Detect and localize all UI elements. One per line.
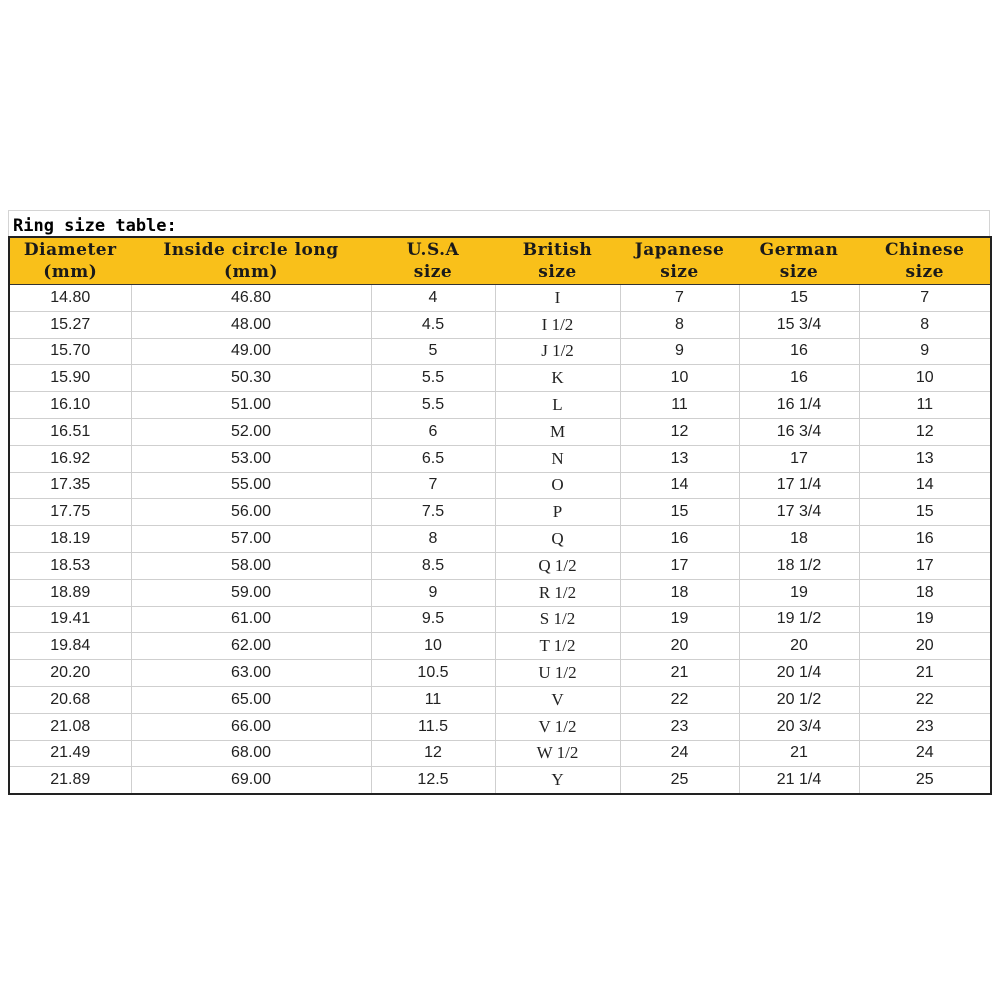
- table-row: [9, 552, 991, 579]
- cell-inside-circle: 51.00: [131, 392, 371, 419]
- cell-japanese-size: 25: [620, 767, 739, 794]
- table-row: [9, 311, 991, 338]
- cell-usa-size: 7: [371, 472, 495, 499]
- cell-inside-circle: 49.00: [131, 338, 371, 365]
- cell-diameter: 14.80: [9, 285, 131, 312]
- cell-british-size: V: [495, 686, 620, 713]
- cell-japanese-size: 23: [620, 713, 739, 740]
- cell-japanese-size: 20: [620, 633, 739, 660]
- cell-chinese-size: 24: [859, 740, 991, 767]
- header-usa-size: U.S.A size: [371, 237, 495, 285]
- cell-japanese-size: 12: [620, 418, 739, 445]
- table-row: [9, 392, 991, 419]
- table-row: [9, 338, 991, 365]
- ring-size-sheet: [8, 210, 990, 795]
- table-row: [9, 660, 991, 687]
- cell-chinese-size: 17: [859, 552, 991, 579]
- cell-japanese-size: 10: [620, 365, 739, 392]
- cell-inside-circle: 62.00: [131, 633, 371, 660]
- cell-british-size: L: [495, 392, 620, 419]
- cell-usa-size: 6: [371, 418, 495, 445]
- cell-chinese-size: 10: [859, 365, 991, 392]
- cell-chinese-size: 13: [859, 445, 991, 472]
- cell-usa-size: 8.5: [371, 552, 495, 579]
- cell-chinese-size: 19: [859, 606, 991, 633]
- cell-chinese-size: 22: [859, 686, 991, 713]
- cell-british-size: U 1/2: [495, 660, 620, 687]
- cell-british-size: K: [495, 365, 620, 392]
- cell-japanese-size: 17: [620, 552, 739, 579]
- cell-inside-circle: 50.30: [131, 365, 371, 392]
- cell-british-size: T 1/2: [495, 633, 620, 660]
- cell-inside-circle: 61.00: [131, 606, 371, 633]
- cell-japanese-size: 7: [620, 285, 739, 312]
- cell-chinese-size: 12: [859, 418, 991, 445]
- cell-usa-size: 9: [371, 579, 495, 606]
- cell-german-size: 19 1/2: [739, 606, 859, 633]
- cell-diameter: 19.84: [9, 633, 131, 660]
- cell-inside-circle: 69.00: [131, 767, 371, 794]
- table-row: [9, 740, 991, 767]
- table-row: [9, 445, 991, 472]
- cell-usa-size: 11: [371, 686, 495, 713]
- cell-british-size: R 1/2: [495, 579, 620, 606]
- cell-german-size: 20 1/4: [739, 660, 859, 687]
- table-row: [9, 418, 991, 445]
- cell-diameter: 15.90: [9, 365, 131, 392]
- cell-diameter: 16.51: [9, 418, 131, 445]
- cell-german-size: 20: [739, 633, 859, 660]
- table-caption: Ring size table:: [13, 216, 177, 236]
- cell-chinese-size: 16: [859, 526, 991, 553]
- cell-inside-circle: 57.00: [131, 526, 371, 553]
- cell-british-size: Q: [495, 526, 620, 553]
- cell-german-size: 16 1/4: [739, 392, 859, 419]
- header-british-size: British size: [495, 237, 620, 285]
- cell-usa-size: 11.5: [371, 713, 495, 740]
- table-row: [9, 526, 991, 553]
- table-row: [9, 633, 991, 660]
- cell-british-size: I 1/2: [495, 311, 620, 338]
- table-row: [9, 767, 991, 794]
- cell-chinese-size: 23: [859, 713, 991, 740]
- cell-diameter: 18.89: [9, 579, 131, 606]
- table-row: [9, 606, 991, 633]
- header-diameter: Diameter (mm): [9, 237, 131, 285]
- cell-japanese-size: 14: [620, 472, 739, 499]
- cell-inside-circle: 58.00: [131, 552, 371, 579]
- table-row: [9, 713, 991, 740]
- cell-british-size: S 1/2: [495, 606, 620, 633]
- cell-chinese-size: 11: [859, 392, 991, 419]
- cell-chinese-size: 14: [859, 472, 991, 499]
- cell-chinese-size: 25: [915, 771, 934, 789]
- table-body: [9, 285, 991, 795]
- ring-size-table: [8, 236, 992, 795]
- cell-british-size: N: [495, 445, 620, 472]
- cell-inside-circle: 52.00: [131, 418, 371, 445]
- cell-japanese-size: 9: [620, 338, 739, 365]
- cell-usa-size: 9.5: [371, 606, 495, 633]
- cell-german-size: 18: [739, 526, 859, 553]
- cell-diameter: 21.49: [9, 740, 131, 767]
- cell-chinese-size: 7: [859, 285, 991, 312]
- cell-usa-size: 5.5: [371, 392, 495, 419]
- cell-diameter: 18.19: [9, 526, 131, 553]
- cell-german-size: 20 1/2: [739, 686, 859, 713]
- cell-chinese-size: 8: [859, 311, 991, 338]
- cell-german-size: 15: [739, 285, 859, 312]
- cell-diameter: 19.41: [9, 606, 131, 633]
- cell-usa-size: 7.5: [371, 499, 495, 526]
- cell-japanese-size: 13: [620, 445, 739, 472]
- cell-german-size: 17 1/4: [739, 472, 859, 499]
- cell-japanese-size: 21: [620, 660, 739, 687]
- cell-usa-size: 10: [371, 633, 495, 660]
- cell-chinese-size: 9: [859, 338, 991, 365]
- cell-usa-size: 4.5: [371, 311, 495, 338]
- cell-german-size: 15 3/4: [739, 311, 859, 338]
- cell-usa-size: 12: [371, 740, 495, 767]
- cell-usa-size: 5: [371, 338, 495, 365]
- cell-inside-circle: 53.00: [131, 445, 371, 472]
- cell-british-size: W 1/2: [495, 740, 620, 767]
- cell-inside-circle: 55.00: [131, 472, 371, 499]
- header-inside-circle: Inside circle long (mm): [131, 237, 371, 285]
- cell-german-size: 18 1/2: [739, 552, 859, 579]
- table-row: [9, 499, 991, 526]
- cell-diameter: 16.92: [9, 445, 131, 472]
- table-row: [9, 472, 991, 499]
- cell-japanese-size: 24: [620, 740, 739, 767]
- cell-japanese-size: 22: [620, 686, 739, 713]
- cell-inside-circle: 68.00: [131, 740, 371, 767]
- cell-chinese-size: 18: [859, 579, 991, 606]
- cell-british-size: V 1/2: [495, 713, 620, 740]
- cell-inside-circle: 46.80: [131, 285, 371, 312]
- cell-diameter: 17.75: [9, 499, 131, 526]
- cell-german-size: 16: [739, 338, 859, 365]
- cell-diameter: 15.27: [9, 311, 131, 338]
- cell-usa-size: 12.5: [371, 767, 495, 794]
- cell-usa-size: 4: [371, 285, 495, 312]
- table-row: [9, 285, 991, 312]
- cell-usa-size: 8: [371, 526, 495, 553]
- cell-british-size: J 1/2: [495, 338, 620, 365]
- cell-german-size: 19: [739, 579, 859, 606]
- cell-diameter: 17.35: [9, 472, 131, 499]
- cell-diameter: 21.89: [9, 767, 131, 794]
- cell-japanese-size: 19: [620, 606, 739, 633]
- cell-german-size: 20 3/4: [739, 713, 859, 740]
- cell-diameter: 20.20: [9, 660, 131, 687]
- cell-japanese-size: 8: [620, 311, 739, 338]
- cell-german-size: 21: [739, 740, 859, 767]
- cell-german-size: 21 1/4: [739, 767, 859, 794]
- cell-german-size: 16: [739, 365, 859, 392]
- cell-diameter: 21.08: [9, 713, 131, 740]
- cell-diameter: 15.70: [9, 338, 131, 365]
- cell-diameter: 20.68: [9, 686, 131, 713]
- cell-british-size: O: [495, 472, 620, 499]
- header-german-size: German size: [739, 237, 859, 285]
- cell-british-size: P: [495, 499, 620, 526]
- cell-japanese-size: 11: [620, 392, 739, 419]
- cell-inside-circle: 48.00: [131, 311, 371, 338]
- cell-usa-size: 6.5: [371, 445, 495, 472]
- caption-row: [8, 210, 990, 236]
- cell-chinese-size: 15: [859, 499, 991, 526]
- cell-british-size: Q 1/2: [495, 552, 620, 579]
- cell-inside-circle: 63.00: [131, 660, 371, 687]
- cell-british-size: Y: [495, 767, 620, 794]
- table-row: [9, 365, 991, 392]
- header-row: [9, 237, 991, 285]
- cell-diameter: 16.10: [9, 392, 131, 419]
- cell-british-size: I: [495, 285, 620, 312]
- cell-inside-circle: 56.00: [131, 499, 371, 526]
- cell-chinese-size: 20: [859, 633, 991, 660]
- cell-japanese-size: 18: [620, 579, 739, 606]
- cell-usa-size: 5.5: [371, 365, 495, 392]
- cell-german-size: 17: [739, 445, 859, 472]
- header-chinese-size: Chinese size: [859, 237, 991, 285]
- cell-japanese-size: 15: [620, 499, 739, 526]
- cell-inside-circle: 65.00: [131, 686, 371, 713]
- table-row: [9, 579, 991, 606]
- cell-inside-circle: 59.00: [131, 579, 371, 606]
- cell-german-size: 16 3/4: [739, 418, 859, 445]
- cell-usa-size: 10.5: [371, 660, 495, 687]
- cell-british-size: M: [495, 418, 620, 445]
- cell-german-size: 17 3/4: [739, 499, 859, 526]
- cell-japanese-size: 16: [620, 526, 739, 553]
- cell-chinese-size: 21: [859, 660, 991, 687]
- header-japanese-size: Japanese size: [620, 237, 739, 285]
- cell-diameter: 18.53: [9, 552, 131, 579]
- cell-inside-circle: 66.00: [131, 713, 371, 740]
- table-row: [9, 686, 991, 713]
